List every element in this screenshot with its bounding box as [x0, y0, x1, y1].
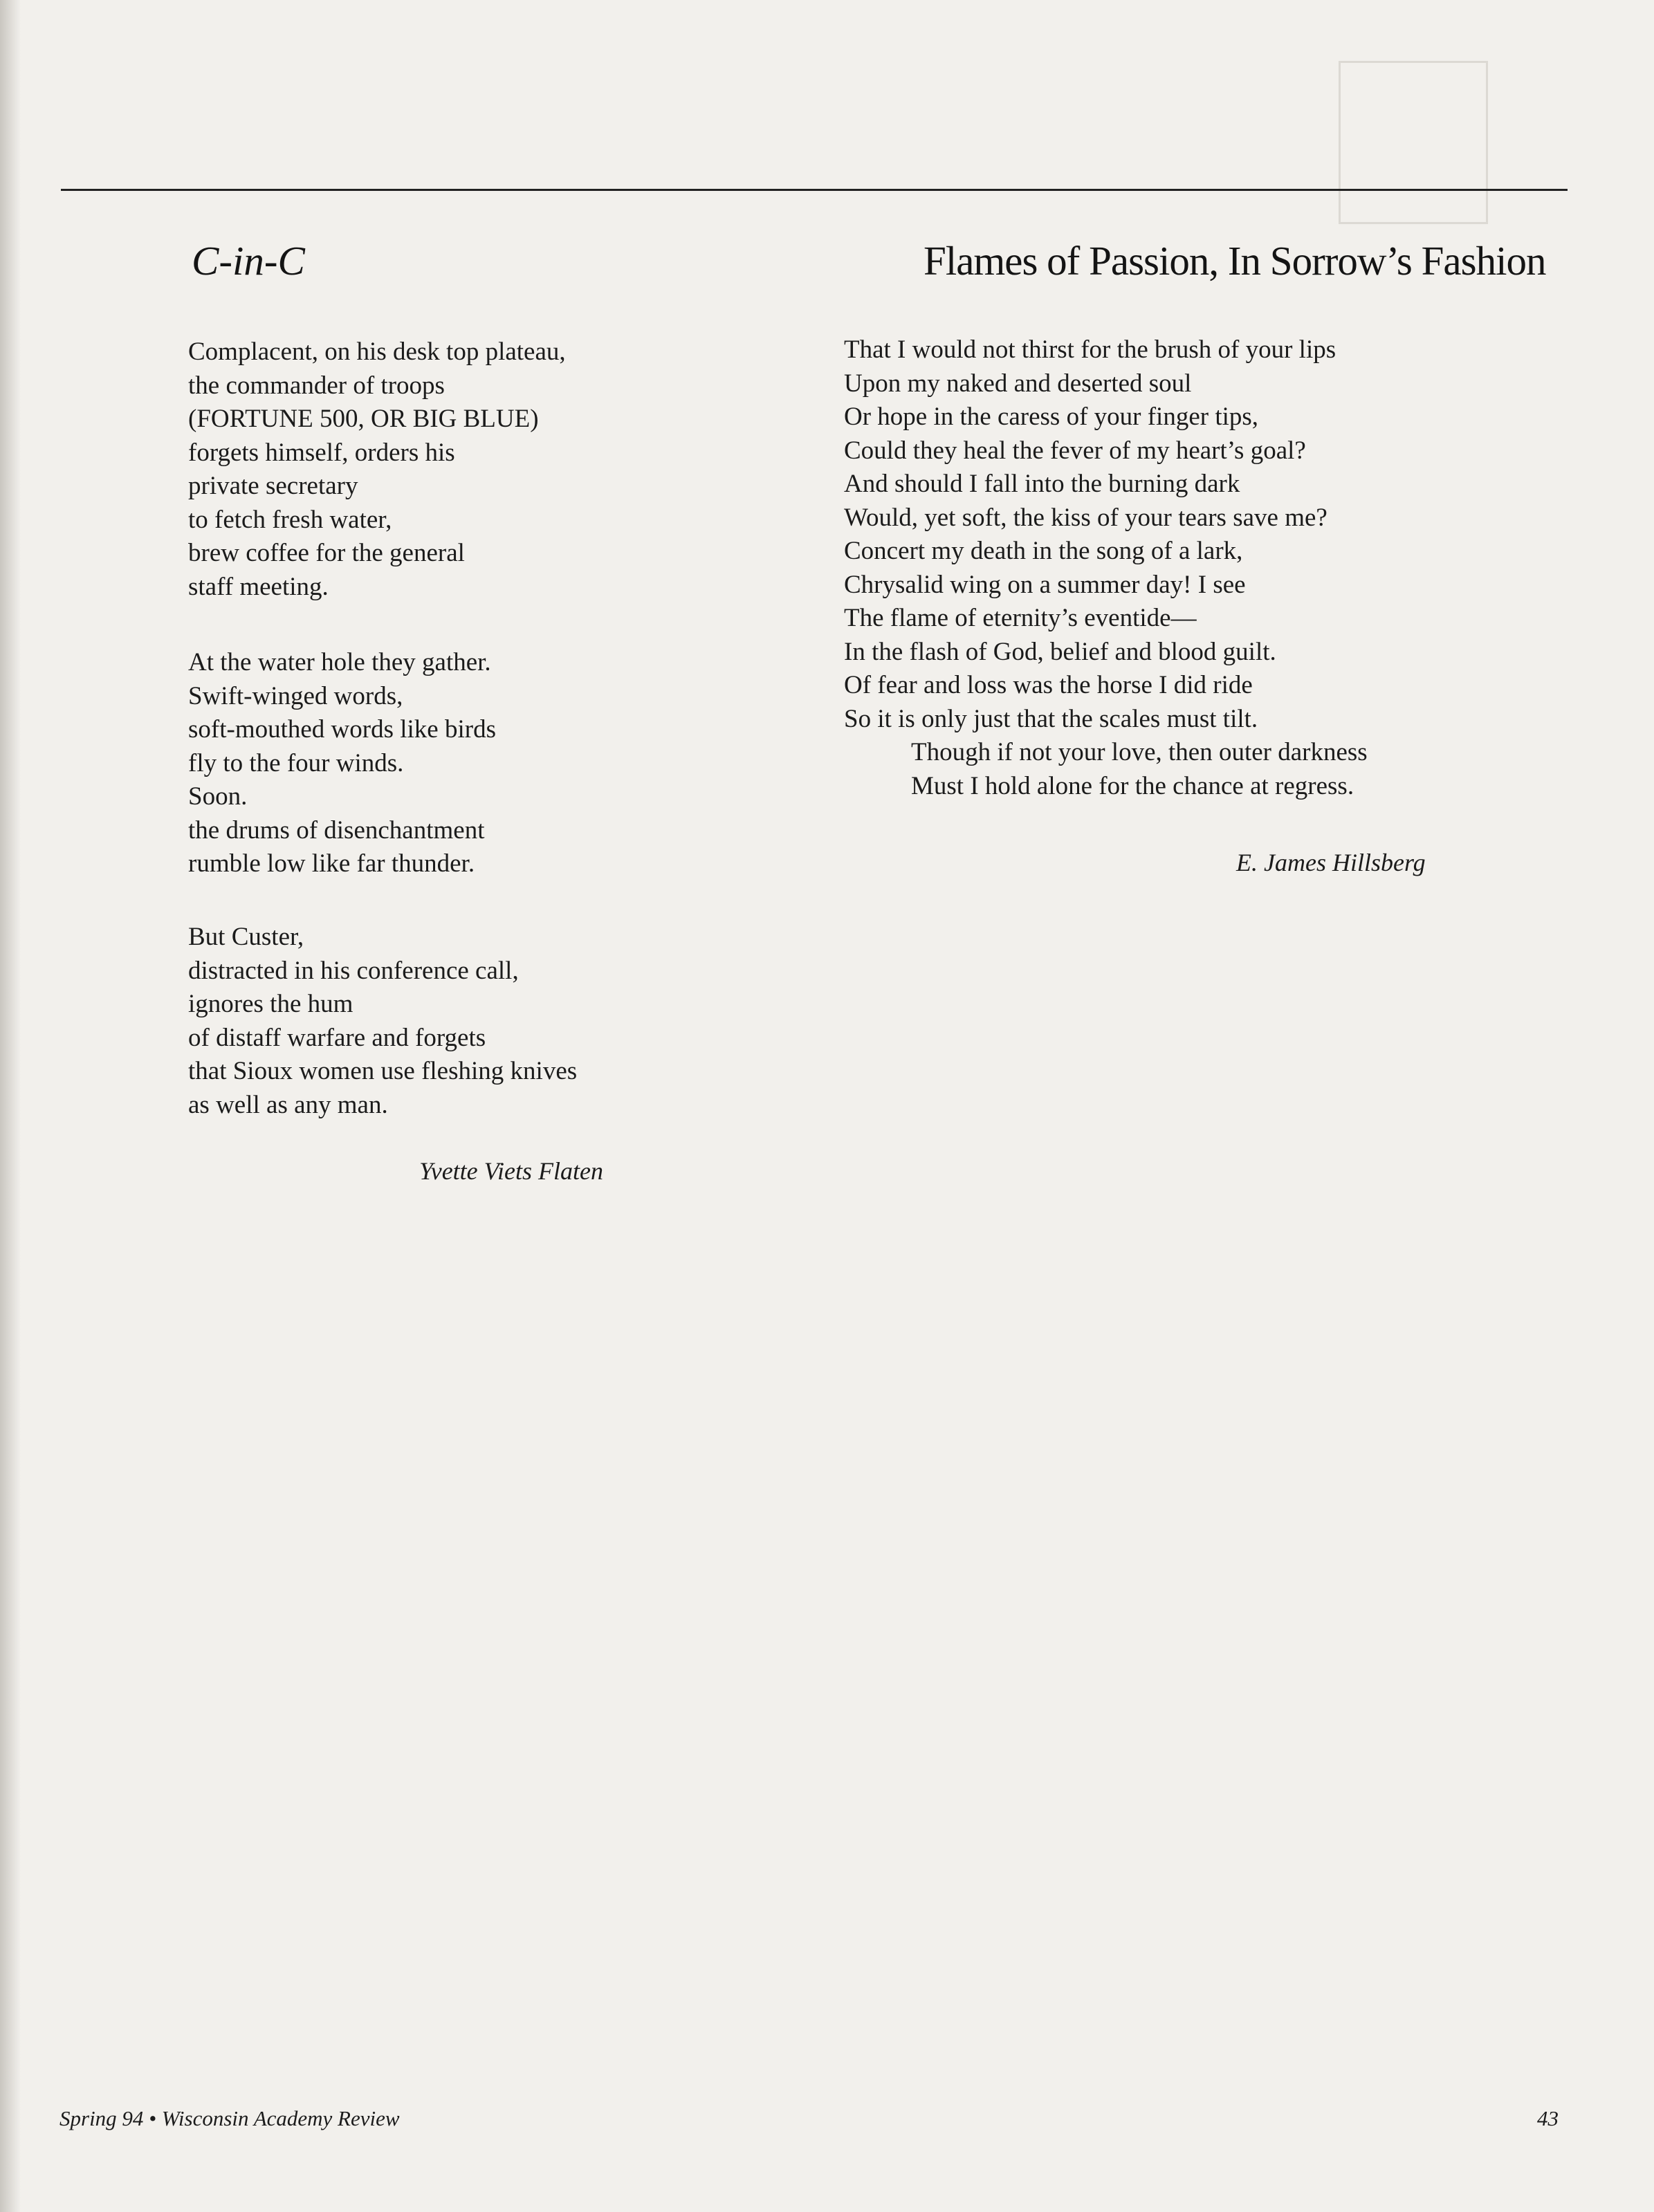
- poem-line: Though if not your love, then outer darkness: [911, 738, 1368, 766]
- poem-line: Could they heal the fever of my heart’s goal?: [844, 436, 1306, 465]
- header-rule: [61, 189, 1568, 191]
- footer-issue: Spring 94 • Wisconsin Academy Review: [59, 2106, 400, 2130]
- poem-line: Upon my naked and deserted soul: [844, 369, 1192, 398]
- poem-line: That I would not thirst for the brush of your lips: [844, 335, 1336, 364]
- poem-line: In the flash of God, belief and blood guilt.: [844, 637, 1276, 666]
- poem-line: the drums of disenchantment: [188, 815, 485, 845]
- poem-stanza: [188, 646, 496, 881]
- poem-line: staff meeting.: [188, 572, 329, 601]
- poem-line: Or hope in the caress of your finger tips,: [844, 403, 1259, 431]
- poem-title: C-in-C: [192, 238, 305, 284]
- poem-stanza: [188, 921, 577, 1122]
- poem-line: private secretary: [188, 472, 358, 500]
- poem-line: that Sioux women use fleshing knives: [188, 1057, 578, 1085]
- poem-line: But Custer,: [188, 923, 304, 951]
- poem-line: fly to the four winds.: [188, 748, 404, 777]
- poem-line: brew coffee for the general: [188, 539, 465, 567]
- poem-line: Complacent, on his desk top plateau,: [188, 338, 566, 366]
- poem-line: (FORTUNE 500, OR BIG BLUE): [188, 405, 539, 433]
- poem-line: The flame of eternity’s eventide—: [844, 604, 1197, 632]
- poem-title: Flames of Passion, In Sorrow’s Fashion: [924, 238, 1546, 284]
- poem-line: Of fear and loss was the horse I did ride: [844, 671, 1253, 699]
- poem-line: the commander of troops: [188, 371, 445, 400]
- poem-stanza: [188, 335, 566, 604]
- poem-line: Would, yet soft, the kiss of your tears save me?: [844, 503, 1327, 532]
- poem-line: as well as any man.: [188, 1090, 388, 1119]
- page-gutter-shadow: [0, 0, 21, 2212]
- poem-line: to fetch fresh water,: [188, 505, 392, 534]
- poem-line: distracted in his conference call,: [188, 956, 519, 985]
- page-number: 43: [1537, 2106, 1559, 2130]
- poem-line: And should I fall into the burning dark: [844, 470, 1240, 498]
- poem-line: So it is only just that the scales must tilt.: [844, 704, 1258, 733]
- poem-line: Concert my death in the song of a lark,: [844, 537, 1243, 565]
- bleed-through-logo: [1339, 61, 1488, 224]
- poem-line: Chrysalid wing on a summer day! I see: [844, 570, 1246, 599]
- poem-author: Yvette Viets Flaten: [419, 1157, 603, 1185]
- poem-line: soft-mouthed words like birds: [188, 715, 496, 744]
- poem-line: ignores the hum: [188, 990, 353, 1018]
- poem-line: Swift-winged words,: [188, 681, 403, 710]
- poem-line: forgets himself, orders his: [188, 438, 455, 467]
- poem-line: Soon.: [188, 782, 248, 811]
- poem-line: Must I hold alone for the chance at regress.: [911, 771, 1354, 800]
- poem-line: At the water hole they gather.: [188, 648, 491, 676]
- poem-line: rumble low like far thunder.: [188, 849, 475, 878]
- poem-author: E. James Hillsberg: [1236, 849, 1426, 876]
- poem-stanza: [844, 333, 1368, 803]
- poem-line: of distaff warfare and forgets: [188, 1023, 486, 1052]
